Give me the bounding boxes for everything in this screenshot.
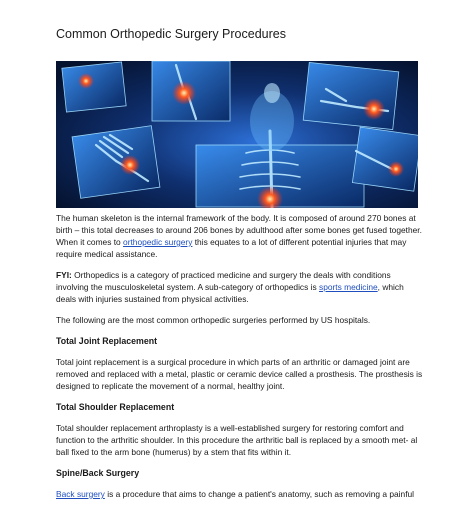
article-body — [56, 212, 424, 509]
page-title: Common Orthopedic Surgery Procedures — [56, 27, 286, 41]
fyi-paragraph — [56, 269, 424, 305]
section-heading: Spine/Back Surgery — [56, 468, 140, 478]
fyi-text: Orthopedics is a category of practiced medicine and surgery the deals with conditions involving the musculoskeletal system. A sub-category of orthopedics is — [56, 270, 391, 292]
fyi-label: FYI: — [56, 270, 72, 280]
section-text: Total shoulder replacement arthroplasty is a well-established surgery for restoring comfort and function to the arthritic shoulder. In this procedure the arthritic ball is replaced by a smooth met- al ball fixed to the arm bone (humerus) by a stem that fits within it. — [56, 423, 418, 457]
sports-medicine-link[interactable]: sports medicine — [319, 282, 378, 292]
list-intro: The following are the most common orthopedic surgeries performed by US hospitals. — [56, 315, 371, 325]
fyi-text-end: , which deals with injuries sustained from physical activities. — [56, 282, 404, 304]
section-heading: Total Joint Replacement — [56, 336, 158, 346]
hero-image — [56, 61, 418, 208]
section-heading: Total Shoulder Replacement — [56, 402, 175, 412]
orthopedic-surgery-link[interactable]: orthopedic surgery — [123, 237, 193, 247]
intro-text: The human skeleton is the internal framework of the body. It is composed of around 270 bones at birth – this total decreases to around 206 bones by adulthood after some bones get fused together. When it comes to — [56, 213, 422, 247]
intro-paragraph — [56, 212, 424, 260]
skeleton-xray-collage-icon — [56, 61, 418, 208]
back-surgery-link[interactable]: Back surgery — [56, 489, 105, 499]
section-text: Total joint replacement is a surgical procedure in which parts of an arthritic or damaged joint are removed and replaced with a metal, plastic or ceramic device called a prosthesis. The prosthesis is designed to replicate the movement of a normal, healthy joint. — [56, 357, 423, 391]
section-text — [56, 488, 424, 500]
intro-text-end: this equates to a lot of different potential injuries that may require medical assistance. — [56, 237, 407, 259]
section-text-end: is a procedure that aims to change a patient's anatomy, such as removing a painful — [104, 489, 415, 499]
